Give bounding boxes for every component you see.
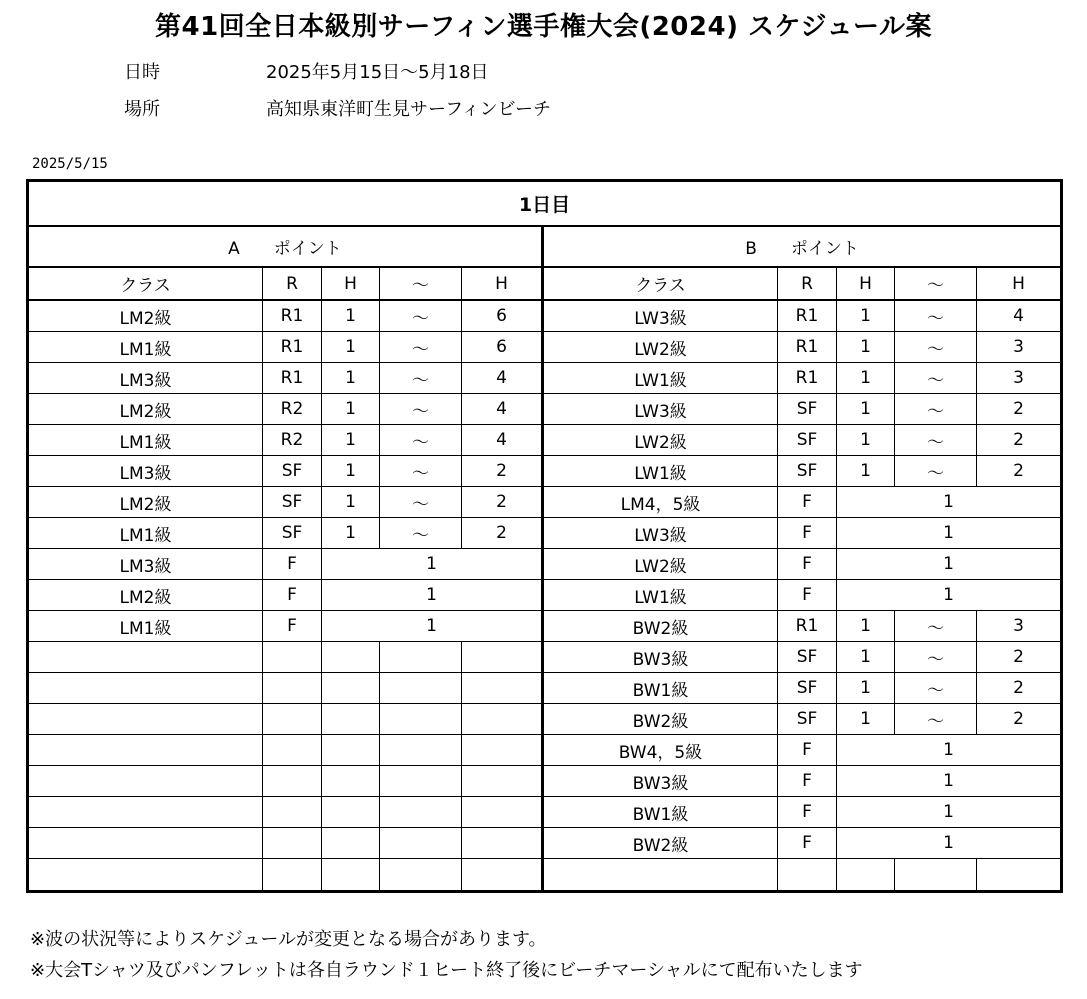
tilde-cell-a — [380, 735, 462, 766]
tilde-cell-b — [895, 859, 977, 891]
table-row — [29, 518, 1061, 549]
class-cell-b — [543, 859, 778, 891]
heat-count-cell-b: 1 — [837, 735, 1061, 766]
class-cell-b: LW1級 — [543, 580, 778, 611]
heat-end-cell-a: 4 — [462, 394, 543, 425]
class-cell-a: LM2級 — [29, 300, 263, 332]
heat-end-cell-a: 2 — [462, 518, 543, 549]
heat-end-cell-a: 2 — [462, 487, 543, 518]
class-cell-a — [29, 642, 263, 673]
heat-end-cell-b: 2 — [977, 642, 1061, 673]
tilde-cell-b: ～ — [895, 394, 977, 425]
tilde-cell-a — [380, 673, 462, 704]
heat-start-cell-a — [322, 673, 380, 704]
round-cell-b — [778, 859, 837, 891]
class-cell-a: LM3級 — [29, 363, 263, 394]
round-cell-a: R1 — [263, 300, 322, 332]
round-cell-b: R1 — [778, 332, 837, 363]
table-row — [29, 766, 1061, 797]
tilde-cell-a: ～ — [380, 363, 462, 394]
venue-value: 高知県東洋町生見サーフィンビーチ — [266, 99, 551, 120]
heat-start-cell-a: 1 — [322, 487, 380, 518]
heat-end-cell-b: 2 — [977, 394, 1061, 425]
header-tilde-a: ～ — [380, 267, 462, 300]
heat-count-cell-a: 1 — [322, 611, 543, 642]
round-cell-a — [263, 735, 322, 766]
heat-end-cell-a — [462, 859, 543, 891]
class-cell-b: LW2級 — [543, 332, 778, 363]
class-cell-b: BW2級 — [543, 611, 778, 642]
heat-start-cell-b: 1 — [837, 456, 895, 487]
heat-start-cell-a — [322, 828, 380, 859]
class-cell-a — [29, 735, 263, 766]
class-cell-b: LW2級 — [543, 549, 778, 580]
round-cell-a — [263, 766, 322, 797]
heat-count-cell-b: 1 — [837, 487, 1061, 518]
table-row — [29, 611, 1061, 642]
heat-start-cell-b: 1 — [837, 704, 895, 735]
round-cell-b: F — [778, 797, 837, 828]
heat-end-cell-b: 3 — [977, 611, 1061, 642]
round-cell-a: R2 — [263, 425, 322, 456]
schedule-date: 2025/5/15 — [32, 156, 108, 172]
heat-start-cell-b: 1 — [837, 642, 895, 673]
table-row — [29, 642, 1061, 673]
tilde-cell-a: ～ — [380, 332, 462, 363]
round-cell-a — [263, 859, 322, 891]
day-label: 1日目 — [29, 182, 1061, 227]
tilde-cell-b: ～ — [895, 611, 977, 642]
heat-end-cell-b: 2 — [977, 425, 1061, 456]
heat-start-cell-b: 1 — [837, 332, 895, 363]
tilde-cell-a — [380, 797, 462, 828]
header-class-a: クラス — [29, 267, 263, 300]
heat-count-cell-a: 1 — [322, 580, 543, 611]
class-cell-b: BW4，5級 — [543, 735, 778, 766]
table-row — [29, 394, 1061, 425]
round-cell-a — [263, 642, 322, 673]
table-row — [29, 580, 1061, 611]
class-cell-a: LM2級 — [29, 394, 263, 425]
class-cell-a: LM2級 — [29, 580, 263, 611]
heat-start-cell-b: 1 — [837, 300, 895, 332]
header-round-b: R — [778, 267, 837, 300]
tilde-cell-b: ～ — [895, 425, 977, 456]
venue-label: 場所 — [124, 99, 160, 120]
tilde-cell-a — [380, 766, 462, 797]
tilde-cell-b: ～ — [895, 456, 977, 487]
class-cell-b: LW1級 — [543, 456, 778, 487]
round-cell-a: R2 — [263, 394, 322, 425]
heat-start-cell-b — [837, 859, 895, 891]
header-heat-end-a: H — [462, 267, 543, 300]
header-tilde-b: ～ — [895, 267, 977, 300]
class-cell-a — [29, 797, 263, 828]
tilde-cell-b: ～ — [895, 332, 977, 363]
table-row — [29, 673, 1061, 704]
round-cell-a: R1 — [263, 332, 322, 363]
round-cell-b: F — [778, 518, 837, 549]
heat-start-cell-a — [322, 859, 380, 891]
heat-end-cell-b: 2 — [977, 456, 1061, 487]
class-cell-b: LM4，5級 — [543, 487, 778, 518]
table-row — [29, 735, 1061, 766]
heat-count-cell-b: 1 — [837, 580, 1061, 611]
round-cell-a: F — [263, 580, 322, 611]
heat-count-cell-a: 1 — [322, 549, 543, 580]
heat-end-cell-a: 4 — [462, 425, 543, 456]
table-row — [29, 704, 1061, 735]
round-cell-a: F — [263, 549, 322, 580]
class-cell-a: LM1級 — [29, 332, 263, 363]
table-row — [29, 828, 1061, 859]
table-row — [29, 300, 1061, 332]
round-cell-a: SF — [263, 456, 322, 487]
round-cell-a: F — [263, 611, 322, 642]
tilde-cell-a: ～ — [380, 300, 462, 332]
tilde-cell-b: ～ — [895, 642, 977, 673]
heat-end-cell-a: 6 — [462, 332, 543, 363]
round-cell-a — [263, 828, 322, 859]
heat-end-cell-b: 3 — [977, 332, 1061, 363]
schedule-table-body — [29, 182, 1061, 891]
header-heat-start-a: H — [322, 267, 380, 300]
heat-start-cell-a — [322, 735, 380, 766]
heat-end-cell-b — [977, 859, 1061, 891]
heat-start-cell-a — [322, 642, 380, 673]
heat-count-cell-b: 1 — [837, 828, 1061, 859]
tilde-cell-a — [380, 828, 462, 859]
tilde-cell-b: ～ — [895, 363, 977, 394]
tilde-cell-a: ～ — [380, 425, 462, 456]
tilde-cell-b: ～ — [895, 673, 977, 704]
table-row — [29, 363, 1061, 394]
header-round-a: R — [263, 267, 322, 300]
page-title: 第41回全日本級別サーフィン選手権大会(2024) スケジュール案 — [155, 12, 932, 42]
tilde-cell-a: ～ — [380, 456, 462, 487]
class-cell-b: LW3級 — [543, 518, 778, 549]
tilde-cell-a: ～ — [380, 487, 462, 518]
table-row — [29, 332, 1061, 363]
table-row — [29, 425, 1061, 456]
tilde-cell-a — [380, 859, 462, 891]
header-class-b: クラス — [543, 267, 778, 300]
class-cell-b: LW3級 — [543, 300, 778, 332]
heat-start-cell-a: 1 — [322, 518, 380, 549]
tilde-cell-b: ～ — [895, 300, 977, 332]
round-cell-b: SF — [778, 394, 837, 425]
round-cell-b: F — [778, 549, 837, 580]
datetime-value: 2025年5月15日～5月18日 — [266, 62, 489, 83]
tilde-cell-a: ～ — [380, 394, 462, 425]
class-cell-b: BW2級 — [543, 704, 778, 735]
heat-end-cell-a — [462, 828, 543, 859]
heat-end-cell-b: 2 — [977, 673, 1061, 704]
round-cell-b: F — [778, 487, 837, 518]
round-cell-b: R1 — [778, 300, 837, 332]
heat-end-cell-a — [462, 735, 543, 766]
round-cell-b: F — [778, 828, 837, 859]
tilde-cell-a — [380, 704, 462, 735]
heat-end-cell-a — [462, 673, 543, 704]
table-row — [29, 456, 1061, 487]
heat-start-cell-b: 1 — [837, 363, 895, 394]
heat-start-cell-a — [322, 766, 380, 797]
round-cell-b: SF — [778, 456, 837, 487]
round-cell-a: SF — [263, 487, 322, 518]
table-row — [29, 549, 1061, 580]
schedule-table — [28, 181, 1061, 891]
heat-start-cell-a: 1 — [322, 363, 380, 394]
header-heat-start-b: H — [837, 267, 895, 300]
class-cell-a — [29, 673, 263, 704]
heat-start-cell-a — [322, 704, 380, 735]
class-cell-b: BW2級 — [543, 828, 778, 859]
round-cell-a: SF — [263, 518, 322, 549]
heat-count-cell-b: 1 — [837, 549, 1061, 580]
heat-count-cell-b: 1 — [837, 766, 1061, 797]
heat-end-cell-a — [462, 797, 543, 828]
round-cell-a: R1 — [263, 363, 322, 394]
heat-end-cell-a: 4 — [462, 363, 543, 394]
round-cell-b: R1 — [778, 363, 837, 394]
heat-end-cell-b: 4 — [977, 300, 1061, 332]
tilde-cell-b: ～ — [895, 704, 977, 735]
heat-start-cell-a: 1 — [322, 300, 380, 332]
class-cell-a: LM1級 — [29, 425, 263, 456]
heat-count-cell-b: 1 — [837, 518, 1061, 549]
heat-end-cell-a — [462, 766, 543, 797]
round-cell-b: R1 — [778, 611, 837, 642]
note-tshirt-pamphlet: ※大会Tシャツ及びパンフレットは各自ラウンド１ヒート終了後にビーチマーシャルにて配布いたします — [30, 960, 863, 981]
tilde-cell-a — [380, 642, 462, 673]
class-cell-b: LW1級 — [543, 363, 778, 394]
class-cell-a: LM2級 — [29, 487, 263, 518]
datetime-label: 日時 — [124, 62, 160, 83]
heat-start-cell-a: 1 — [322, 332, 380, 363]
class-cell-b: BW1級 — [543, 797, 778, 828]
heat-start-cell-a — [322, 797, 380, 828]
heat-end-cell-a: 2 — [462, 456, 543, 487]
round-cell-a — [263, 797, 322, 828]
point-a-label: A ポイント — [29, 226, 543, 267]
class-cell-a — [29, 704, 263, 735]
round-cell-a — [263, 704, 322, 735]
heat-end-cell-b: 3 — [977, 363, 1061, 394]
heat-start-cell-b: 1 — [837, 673, 895, 704]
class-cell-a — [29, 766, 263, 797]
class-cell-a — [29, 828, 263, 859]
class-cell-a: LM1級 — [29, 518, 263, 549]
heat-start-cell-a: 1 — [322, 394, 380, 425]
class-cell-b: BW3級 — [543, 766, 778, 797]
heat-count-cell-b: 1 — [837, 797, 1061, 828]
class-cell-a: LM3級 — [29, 549, 263, 580]
round-cell-b: SF — [778, 673, 837, 704]
heat-end-cell-a: 6 — [462, 300, 543, 332]
table-row — [29, 487, 1061, 518]
class-cell-b: BW1級 — [543, 673, 778, 704]
round-cell-b: F — [778, 735, 837, 766]
heat-end-cell-a — [462, 704, 543, 735]
heat-start-cell-b: 1 — [837, 394, 895, 425]
round-cell-b: F — [778, 766, 837, 797]
class-cell-a: LM1級 — [29, 611, 263, 642]
class-cell-b: BW3級 — [543, 642, 778, 673]
table-row — [29, 797, 1061, 828]
heat-end-cell-a — [462, 642, 543, 673]
class-cell-b: LW3級 — [543, 394, 778, 425]
heat-end-cell-b: 2 — [977, 704, 1061, 735]
heat-start-cell-a: 1 — [322, 425, 380, 456]
class-cell-a: LM3級 — [29, 456, 263, 487]
round-cell-b: F — [778, 580, 837, 611]
header-heat-end-b: H — [977, 267, 1061, 300]
round-cell-a — [263, 673, 322, 704]
heat-start-cell-b: 1 — [837, 611, 895, 642]
class-cell-b: LW2級 — [543, 425, 778, 456]
heat-start-cell-b: 1 — [837, 425, 895, 456]
note-schedule-change: ※波の状況等によりスケジュールが変更となる場合があります。 — [30, 929, 547, 950]
round-cell-b: SF — [778, 425, 837, 456]
point-b-label: B ポイント — [543, 226, 1061, 267]
round-cell-b: SF — [778, 642, 837, 673]
round-cell-b: SF — [778, 704, 837, 735]
table-row — [29, 859, 1061, 891]
class-cell-a — [29, 859, 263, 891]
heat-start-cell-a: 1 — [322, 456, 380, 487]
tilde-cell-a: ～ — [380, 518, 462, 549]
